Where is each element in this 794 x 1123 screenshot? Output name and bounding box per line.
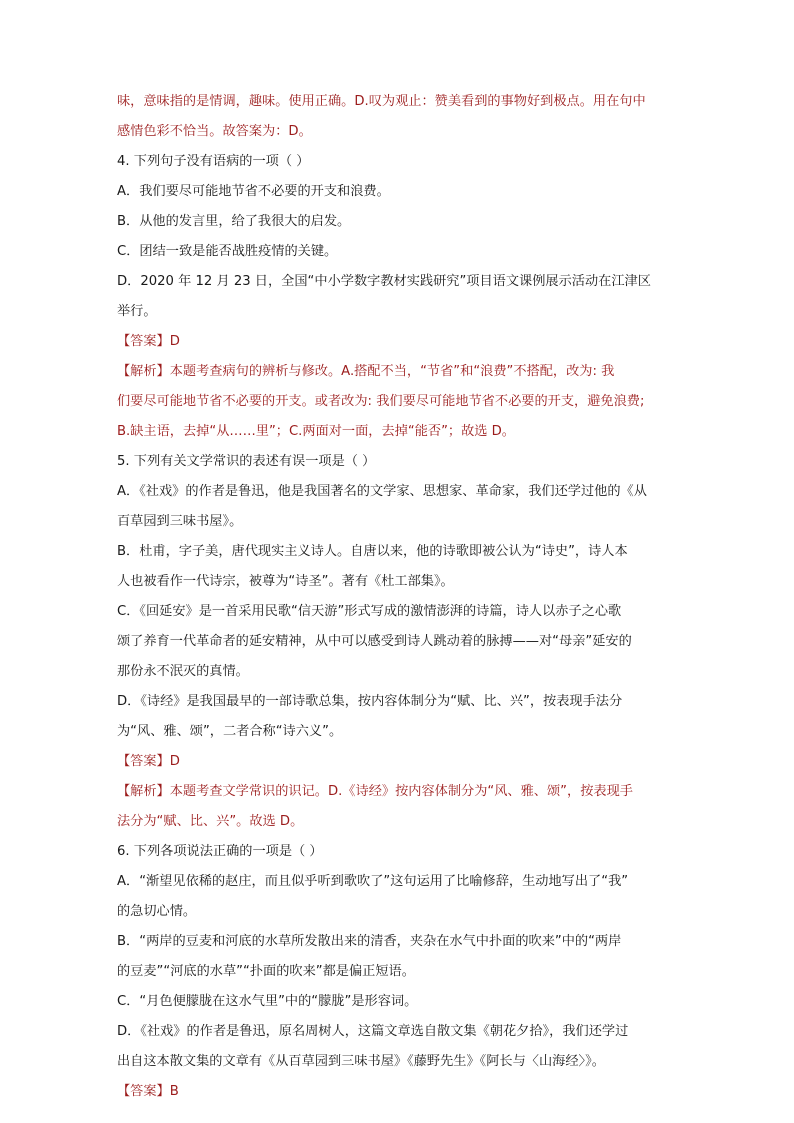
question-5-option-b: B．杜甫，字子美，唐代现实主义诗人。自唐以来，他的诗歌即被公认为“诗史”，诗人本 (117, 544, 628, 559)
question-4-option-a: A．我们要尽可能地节省不必要的开支和浪费。 (117, 184, 390, 199)
analysis-text: 本题考查病句的辨析与修改。A.搭配不当，“节省”和“浪费”不搭配，改为: 我 (169, 364, 615, 379)
answer-value: D (169, 754, 180, 769)
answer-tag: 【答案】 (117, 1084, 170, 1099)
question-4-option-d-cont: 举行。 (117, 304, 157, 319)
question-4-stem: 4. 下列句子没有语病的一项（ ） (117, 154, 310, 169)
answer-tag: 【答案】 (117, 334, 170, 349)
analysis-line (117, 777, 682, 807)
question-4-option-d: D．2020 年 12 月 23 日，全国“中小学数字教材实践研究”项目语文课例展示活动在江津区 (117, 274, 651, 289)
question-6-option-b-cont: 的豆麦”“河底的水草”“扑面的吹来”都是偏正短语。 (117, 964, 415, 979)
question-5-option-c: C．《回延安》是一首采用民歌“信天游”形式写成的激情澎湃的诗篇，诗人以赤子之心歌 (117, 604, 622, 619)
question-5-option-b-cont: 人也被看作一代诗宗，被尊为“诗圣”。著有《杜工部集》。 (117, 574, 454, 589)
question-5-option-a: A．《社戏》的作者是鲁迅，他是我国著名的文学家、思想家、革命家，我们还学过他的《从 (117, 484, 647, 499)
answer-value: B (169, 1084, 179, 1099)
question-6-option-c: C．“月色便朦胧在这水气里”中的“朦胧”是形容词。 (117, 994, 418, 1009)
question-6-option-d: D．《社戏》的作者是鲁迅，原名周树人，这篇文章选自散文集《朝花夕拾》，我们还学过 (117, 1024, 629, 1039)
analysis-text-line: 感情色彩不恰当。故答案为：D。 (117, 124, 312, 139)
question-4-option-c: C．团结一致是能否战胜疫情的关键。 (117, 244, 338, 259)
analysis-text-line: B.缺主语，去掉“从……里”；C.两面对一面，去掉“能否”；故选 D。 (117, 424, 515, 439)
question-5-stem: 5. 下列有关文学常识的表述有误一项是（ ） (117, 454, 376, 469)
answer-value: D (169, 334, 180, 349)
question-5-option-c-cont: 颂了养育一代革命者的延安精神，从中可以感受到诗人跳动着的脉搏——对“母亲”延安的 (117, 634, 632, 649)
answer-tag: 【答案】 (117, 754, 170, 769)
analysis-text: 本题考查文学常识的识记。D.《诗经》按内容体制分为“风、雅、颂”，按表现手 (169, 784, 633, 799)
answer-line (117, 1077, 682, 1107)
analysis-text-line: 味，意味指的是情调，趣味。使用正确。D.叹为观止：赞美看到的事物好到极点。用在句中 (117, 94, 646, 109)
analysis-tag: 【解析】 (117, 364, 170, 379)
analysis-tag: 【解析】 (117, 784, 170, 799)
answer-line (117, 747, 682, 777)
answer-line (117, 327, 682, 357)
question-6-stem: 6. 下列各项说法正确的一项是（ ） (117, 844, 323, 859)
question-6-option-d-cont: 出自这本散文集的文章有《从百草园到三味书屋》《藤野先生》《阿长与〈山海经〉》。 (117, 1054, 605, 1069)
question-6-option-b: B．“两岸的豆麦和河底的水草所发散出来的清香，夹杂在水气中扑面的吹来”中的“两岸 (117, 934, 622, 949)
question-4-option-b: B．从他的发言里，给了我很大的启发。 (117, 214, 351, 229)
question-6-option-a-cont: 的急切心情。 (117, 904, 197, 919)
analysis-text-line: 们要尽可能地节省不必要的开支。或者改为: 我们要尽可能地节省不必要的开支，避免浪费; (117, 394, 645, 409)
question-6-option-a: A．“渐望见依稀的赵庄，而且似乎听到歌吹了”这句运用了比喻修辞，生动地写出了“我” (117, 874, 629, 889)
question-5-option-a-cont: 百草园到三味书屋》。 (117, 514, 243, 529)
question-5-option-c-cont: 那份永不泯灭的真情。 (117, 664, 249, 679)
question-5-option-d-cont: 为“风、雅、颂”，二者合称“诗六义”。 (117, 724, 343, 739)
analysis-text-line: 法分为“赋、比、兴”。故选 D。 (117, 814, 304, 829)
question-5-option-d: D．《诗经》是我国最早的一部诗歌总集，按内容体制分为“赋、比、兴”，按表现手法分 (117, 694, 623, 709)
analysis-line (117, 357, 682, 387)
